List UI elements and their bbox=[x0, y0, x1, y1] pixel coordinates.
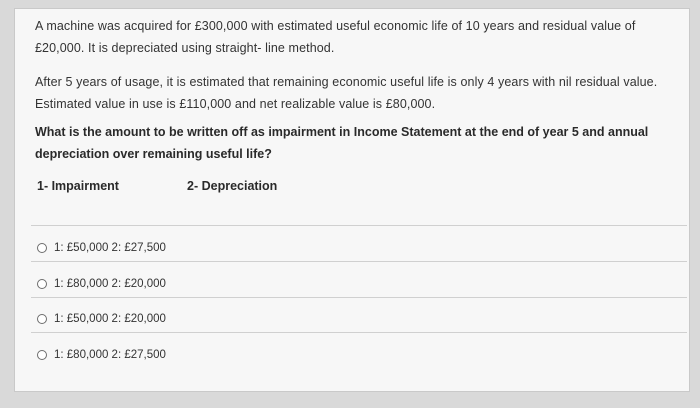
answer-option-1[interactable] bbox=[37, 238, 166, 258]
divider bbox=[31, 332, 687, 333]
divider bbox=[31, 225, 687, 226]
answer-option-label: 1: £80,000 2: £27,500 bbox=[54, 349, 166, 361]
divider bbox=[31, 297, 687, 298]
impairment-label: 1- Impairment bbox=[37, 179, 119, 193]
answer-option-label: 1: £80,000 2: £20,000 bbox=[54, 278, 166, 290]
radio-button[interactable] bbox=[37, 279, 47, 289]
radio-button[interactable] bbox=[37, 243, 47, 253]
divider bbox=[31, 261, 687, 262]
question-prompt: What is the amount to be written off as impairment in Income Statement at the end of year 5 and annual depreciation over remaining useful life? bbox=[35, 125, 649, 161]
radio-button[interactable] bbox=[37, 350, 47, 360]
answer-option-2[interactable] bbox=[37, 274, 166, 294]
question-card bbox=[14, 8, 690, 392]
answer-option-label: 1: £50,000 2: £27,500 bbox=[54, 242, 166, 254]
question-paragraph-2: After 5 years of usage, it is estimated that remaining economic useful life is only 4 years with nil residual value. Estimated value in use is £110,000 and net realizable value is £80,000. bbox=[35, 75, 658, 111]
answer-option-4[interactable] bbox=[37, 345, 166, 365]
answer-option-label: 1: £50,000 2: £20,000 bbox=[54, 313, 166, 325]
answer-option-3[interactable] bbox=[37, 309, 166, 329]
depreciation-label: 2- Depreciation bbox=[187, 179, 278, 193]
radio-button[interactable] bbox=[37, 314, 47, 324]
question-paragraph-1: A machine was acquired for £300,000 with estimated useful economic life of 10 years and residual value of £20,000. It is depreciated using straight- line method. bbox=[35, 19, 636, 55]
